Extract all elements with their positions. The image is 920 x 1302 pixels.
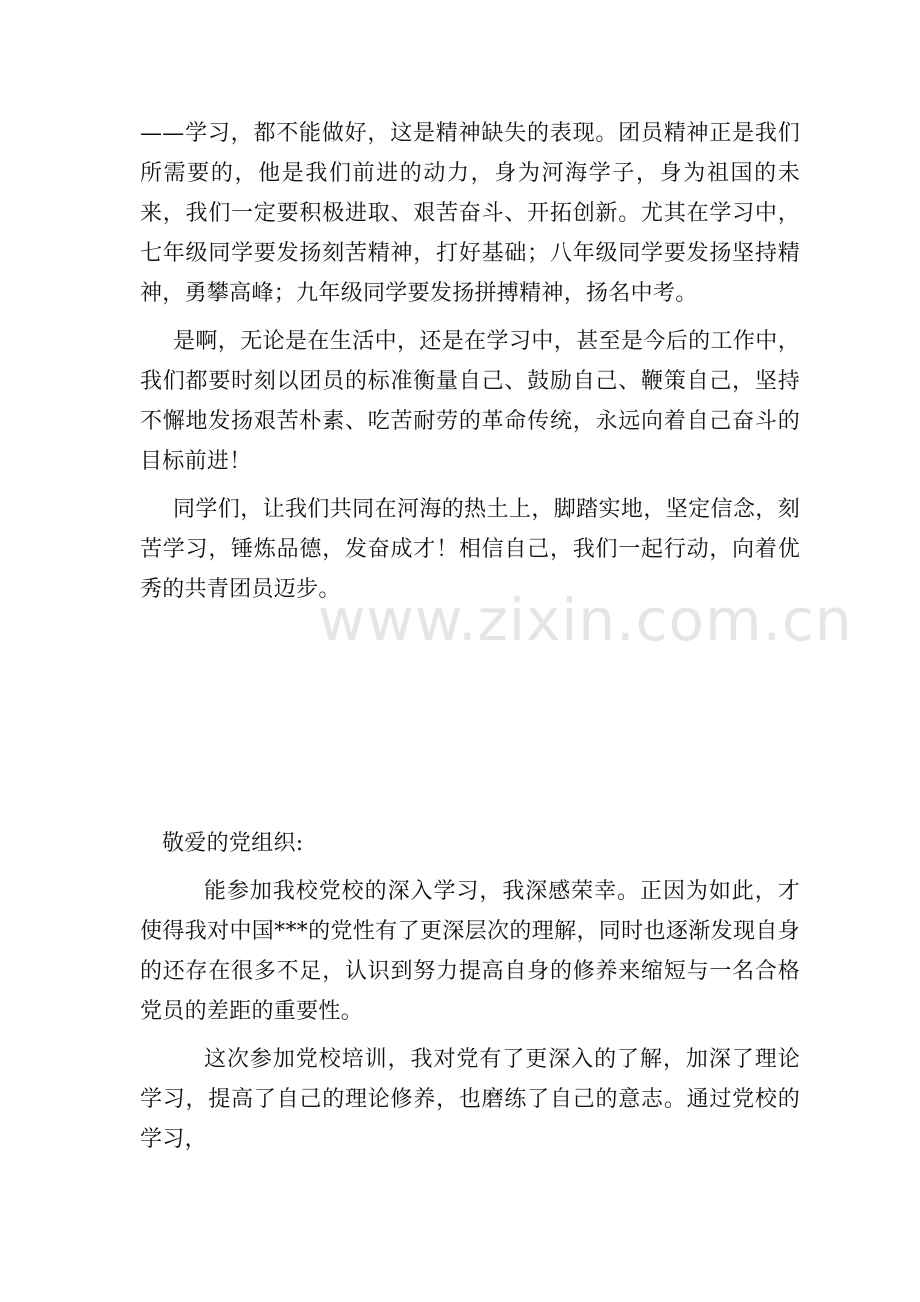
paragraph-party-school-intro: 能参加我校党校的深入学习，我深感荣幸。正因为如此，才使得我对中国***的党性有了更深层次的理解，同时也逐渐发现自身的还存在很多不足，认识到努力提高自身的修养来缩短与一名合格党员的差距的重要性。 [140,879,800,1024]
essay-section-group-spirit [140,114,800,618]
paragraph-party-training: 这次参加党校培训，我对党有了更深入的了解，加深了理论学习，提高了自己的理论修养，也磨练了自己的意志。通过党校的学习， [140,1047,800,1152]
paragraph-call-to-action: 同学们，让我们共同在河海的热土上，脚踏实地，坚定信念，刻苦学习，锤炼品德，发奋成才！相信自己，我们一起行动，向着优秀的共青团员迈步。 [140,497,800,602]
letter-salutation: 敬爱的党组织: [162,831,304,856]
essay-section-party-letter [140,824,800,1168]
watermark-text: www.zixin.com.cn [318,586,853,654]
paragraph-reflection: 是啊，无论是在生活中，还是在学习中，甚至是今后的工作中，我们都要时刻以团员的标准衡量自己、鼓励自己、鞭策自己，坚持不懈地发扬艰苦朴素、吃苦耐劳的革命传统，永远向着自己奋斗的目标前进！ [140,329,800,474]
paragraph-continuation: ——学习，都不能做好，这是精神缺失的表现。团员精神正是我们所需要的，他是我们前进的动力，身为河海学子，身为祖国的未来，我们一定要积极进取、艰苦奋斗、开拓创新。尤其在学习中，七年级同学要发扬刻苦精神，打好基础；八年级同学要发扬坚持精神，勇攀高峰；九年级同学要发扬拼搏精神，扬名中考。 [140,121,800,306]
